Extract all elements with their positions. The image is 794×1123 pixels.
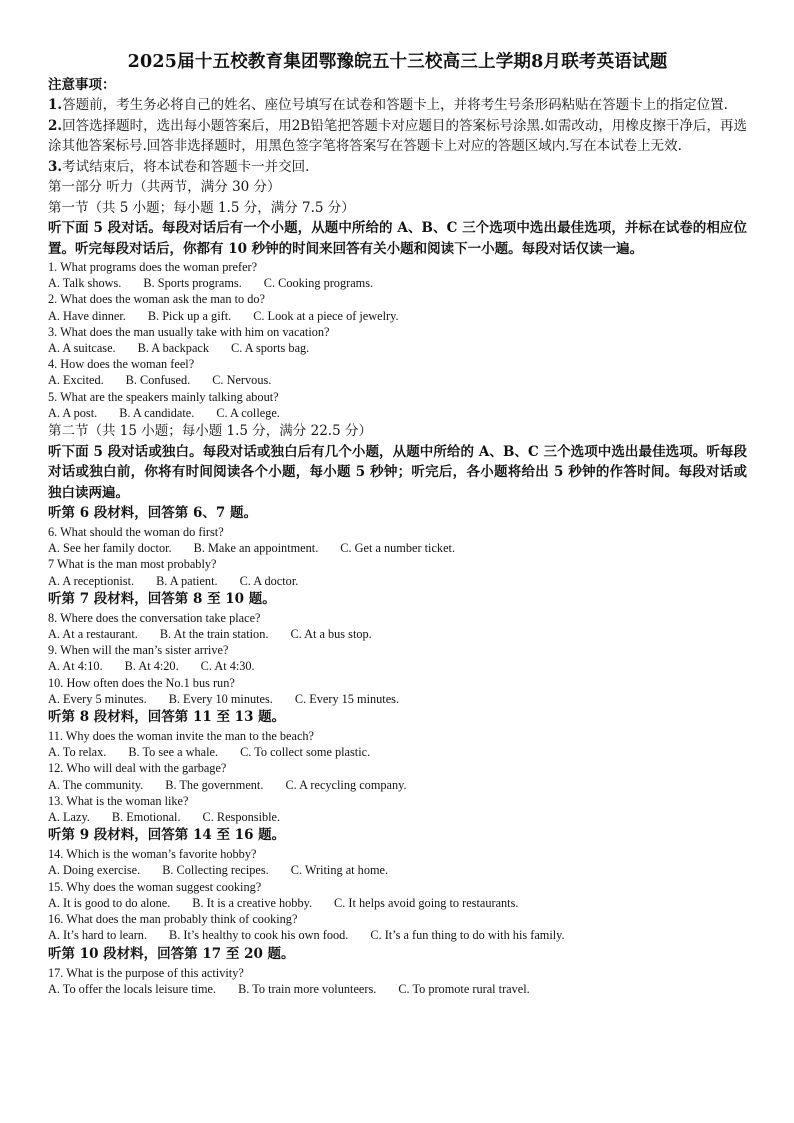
option-row	[48, 862, 747, 878]
option-b: B. It’s healthy to cook his own food.	[169, 928, 349, 943]
question-text: 11. Why does the woman invite the man to the beach?	[48, 729, 315, 744]
option-a: A. Lazy.	[48, 810, 90, 825]
option-row	[48, 573, 747, 589]
question-group-1	[48, 259, 747, 421]
option-a: A. To offer the locals leisure time.	[48, 981, 217, 996]
question-text: 5. What are the speakers mainly talking about?	[48, 389, 279, 404]
material-8-heading: 听第 8 段材料，回答第 11 至 13 题。	[48, 709, 286, 726]
option-row	[48, 405, 747, 421]
option-a: A. Talk shows.	[48, 276, 122, 291]
question-text: 9. When will the man’s sister arrive?	[48, 643, 229, 658]
option-a: A. Every 5 minutes.	[48, 691, 147, 706]
material-7-heading: 听第 7 段材料，回答第 8 至 10 题。	[48, 590, 276, 607]
option-a: A. Have dinner.	[48, 308, 126, 323]
option-b: B. At the train station.	[159, 627, 269, 642]
question-group-8	[48, 728, 747, 825]
option-row	[48, 540, 747, 556]
option-b: B. A candidate.	[119, 405, 195, 420]
option-a: A. Doing exercise.	[48, 863, 141, 878]
notice-text: 考试结束后，将本试卷和答题卡一并交回.	[62, 158, 310, 175]
notice-number: 3.	[48, 158, 63, 175]
question-group-10	[48, 965, 747, 997]
notice-item-2	[48, 116, 747, 157]
option-row	[48, 744, 747, 760]
option-c: C. To promote rural travel.	[398, 981, 530, 996]
notice-item-1	[48, 95, 747, 116]
option-c: C. Writing at home.	[290, 863, 389, 878]
option-row	[48, 981, 747, 997]
section-2-heading: 第二节（共 15 小题；每小题 1.5 分，满分 22.5 分）	[48, 423, 372, 440]
question-text: 10. How often does the No.1 bus run?	[48, 675, 235, 690]
option-c: C. A doctor.	[239, 573, 299, 588]
option-row	[48, 308, 747, 324]
option-a: A. The community.	[48, 777, 144, 792]
question-text: 4. How does the woman feel?	[48, 357, 195, 372]
question-text: 7 What is the man most probably?	[48, 557, 217, 572]
question-text: 14. Which is the woman’s favorite hobby?	[48, 847, 257, 862]
material-6-heading: 听第 6 段材料，回答第 6、7 题。	[48, 505, 257, 522]
question-text: 1. What programs does the woman prefer?	[48, 260, 258, 274]
option-b: B. It is a creative hobby.	[192, 895, 313, 910]
exam-title: 2025届十五校教育集团鄂豫皖五十三校高三上学期8月联考英语试题	[127, 52, 668, 72]
option-c: C. Responsible.	[202, 810, 281, 825]
question-text: 8. Where does the conversation take place?	[48, 610, 261, 625]
section-1-instruction: 听下面 5 段对话。每段对话后有一个小题，从题中所给的 A、B、C 三个选项中选出最佳选项，并标在试卷的相应位置。听完每段对话后，你都有 10 秒钟的时间来回答有关小题和阅读下一小题。每段对话仅读一遍。	[48, 220, 747, 257]
option-row	[48, 809, 747, 825]
option-row	[48, 658, 747, 674]
question-text: 2. What does the woman ask the man to do?	[48, 292, 265, 307]
option-a: A. Excited.	[48, 373, 104, 388]
option-c: C. A recycling company.	[285, 777, 407, 792]
option-c: C. Cooking programs.	[263, 276, 374, 291]
option-row	[48, 777, 747, 793]
option-b: B. To see a whale.	[128, 745, 219, 760]
option-b: B. A backpack	[137, 341, 210, 356]
option-a: A. A post.	[48, 405, 98, 420]
question-group-7	[48, 610, 747, 707]
option-row	[48, 895, 747, 911]
option-b: B. A patient.	[156, 573, 218, 588]
option-row	[48, 626, 747, 642]
material-9-heading: 听第 9 段材料，回答第 14 至 16 题。	[48, 827, 286, 844]
option-b: B. Pick up a gift.	[147, 308, 232, 323]
option-row	[48, 275, 747, 291]
option-row	[48, 691, 747, 707]
option-b: B. Make an appointment.	[193, 541, 319, 556]
option-a: A. At 4:10.	[48, 659, 103, 674]
section-1-heading: 第一节（共 5 小题；每小题 1.5 分，满分 7.5 分）	[48, 199, 355, 216]
option-row	[48, 340, 747, 356]
notice-item-3	[48, 157, 747, 178]
option-b: B. Confused.	[125, 373, 191, 388]
option-a: A. It’s hard to learn.	[48, 928, 148, 943]
notice-text: 回答选择题时，选出每小题答案后，用2B铅笔把答题卡对应题目的答案标号涂黑.如需改动，用橡皮擦干净后，再选涂其他答案标号.回答非选择题时，用黑色签字笔将答案写在答题卡上对应的答题区域内.写在本试卷上无效.	[48, 117, 747, 154]
question-group-6	[48, 524, 747, 589]
question-text: 16. What does the man probably think of cooking?	[48, 912, 298, 927]
option-c: C. Get a number ticket.	[340, 541, 456, 556]
option-b: B. Collecting recipes.	[162, 863, 269, 878]
notice-number: 2.	[48, 117, 63, 134]
option-c: C. At a bus stop.	[290, 627, 372, 642]
question-text: 15. Why does the woman suggest cooking?	[48, 879, 262, 894]
material-10-heading: 听第 10 段材料，回答第 17 至 20 题。	[48, 945, 295, 962]
option-a: A. At a restaurant.	[48, 627, 138, 642]
option-b: B. At 4:20.	[124, 659, 179, 674]
section-2-instruction: 听下面 5 段对话或独白。每段对话或独白后有几个小题，从题中所给的 A、B、C 三个选项中选出最佳选项。听每段对话或独白前，你将有时间阅读各个小题，每小题 5 秒钟；听完后，各小题将给出 5 秒钟的作答时间。每段对话或独白读两遍。	[48, 443, 747, 501]
option-b: B. Every 10 minutes.	[168, 691, 273, 706]
question-text: 6. What should the woman do first?	[48, 525, 224, 540]
option-b: B. Sports programs.	[143, 276, 242, 291]
option-a: A. A suitcase.	[48, 341, 116, 356]
option-c: C. A college.	[216, 405, 280, 420]
option-a: A. To relax.	[48, 745, 107, 760]
option-b: B. The government.	[165, 777, 264, 792]
option-a: A. See her family doctor.	[48, 541, 172, 556]
option-c: C. To collect some plastic.	[240, 745, 371, 760]
option-c: C. At 4:30.	[200, 659, 255, 674]
option-a: A. It is good to do alone.	[48, 895, 171, 910]
question-text: 13. What is the woman like?	[48, 793, 189, 808]
option-row	[48, 927, 747, 943]
part-heading: 第一部分 听力（共两节，满分 30 分）	[48, 179, 281, 195]
option-c: C. Look at a piece of jewelry.	[253, 308, 399, 323]
option-c: C. A sports bag.	[231, 341, 310, 356]
option-c: C. It’s a fun thing to do with his family.	[370, 928, 565, 943]
question-text: 12. Who will deal with the garbage?	[48, 761, 227, 776]
question-text: 3. What does the man usually take with him on vacation?	[48, 324, 330, 339]
option-b: B. To train more volunteers.	[238, 981, 377, 996]
option-a: A. A receptionist.	[48, 573, 135, 588]
notice-text: 答题前，考生务必将自己的姓名、座位号填写在试卷和答题卡上，并将考生号条形码粘贴在答题卡上的指定位置.	[62, 97, 728, 113]
option-b: B. Emotional.	[111, 810, 181, 825]
question-group-9	[48, 846, 747, 943]
notice-heading: 注意事项：	[48, 77, 116, 93]
option-c: C. Every 15 minutes.	[294, 691, 400, 706]
notice-number: 1.	[48, 97, 63, 113]
option-c: C. Nervous.	[212, 373, 272, 388]
option-c: C. It helps avoid going to restaurants.	[334, 895, 519, 910]
option-row	[48, 372, 747, 388]
question-text: 17. What is the purpose of this activity?	[48, 965, 244, 980]
